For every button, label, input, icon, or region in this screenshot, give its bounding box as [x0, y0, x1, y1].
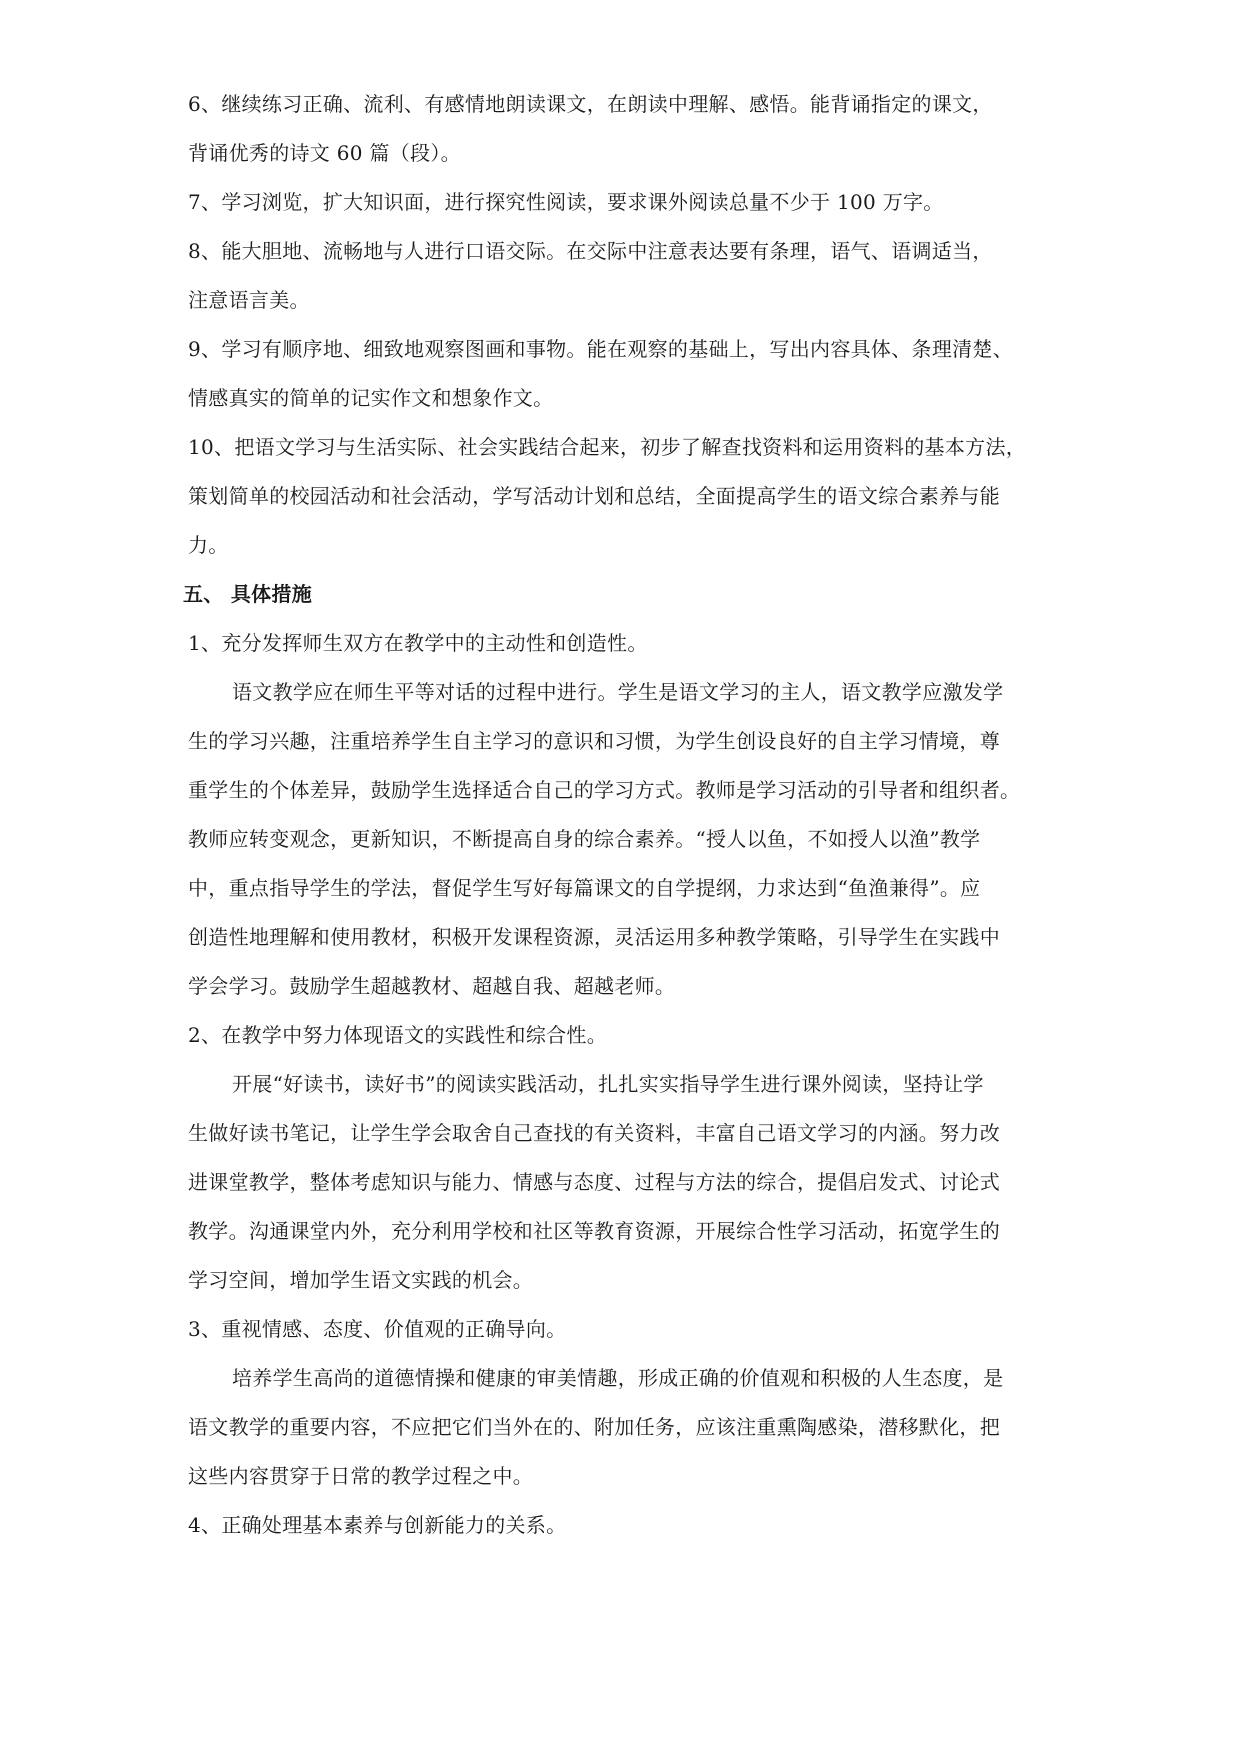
paragraph-first-line: 语文教学应在师生平等对话的过程中进行。学生是语文学习的主人，语文教学应激发学	[232, 680, 1004, 704]
text-line: 这些内容贯穿于日常的教学过程之中。	[188, 1464, 534, 1488]
text-line: 教学。沟通课堂内外，充分利用学校和社区等教育资源，开展综合性学习活动，拓宽学生的	[188, 1219, 1000, 1243]
text-line: 6、继续练习正确、流利、有感情地朗读课文，在朗读中理解、感悟。能背诵指定的课文，	[188, 92, 993, 116]
text-line: 学会学习。鼓励学生超越教材、超越自我、超越老师。	[188, 974, 676, 998]
text-line: 1、充分发挥师生双方在教学中的主动性和创造性。	[188, 631, 648, 655]
paragraph-first-line: 开展“好读书，读好书”的阅读实践活动，扎扎实实指导学生进行课外阅读，坚持让学	[232, 1072, 984, 1096]
text-line: 背诵优秀的诗文 60 篇（段）。	[188, 141, 461, 165]
text-line: 生的学习兴趣，注重培养学生自主学习的意识和习惯，为学生创设良好的自主学习情境，尊	[188, 729, 1000, 753]
text-line: 学习空间，增加学生语文实践的机会。	[188, 1268, 534, 1292]
text-line: 中，重点指导学生的学法，督促学生写好每篇课文的自学提纲，力求达到“鱼渔兼得”。应	[188, 876, 981, 900]
text-line: 注意语言美。	[188, 288, 310, 312]
text-line: 策划简单的校园活动和社会活动，学写活动计划和总结，全面提高学生的语文综合素养与能	[188, 484, 1000, 508]
text-line: 力。	[188, 533, 229, 557]
text-line: 生做好读书笔记，让学生学会取舍自己查找的有关资料，丰富自己语文学习的内涵。努力改	[188, 1121, 1000, 1145]
text-line: 8、能大胆地、流畅地与人进行口语交际。在交际中注意表达要有条理，语气、语调适当，	[188, 239, 993, 263]
text-line: 情感真实的简单的记实作文和想象作文。	[188, 386, 554, 410]
text-line: 10、把语文学习与生活实际、社会实践结合起来，初步了解查找资料和运用资料的基本方法，	[188, 435, 1027, 459]
text-line: 教师应转变观念，更新知识，不断提高自身的综合素养。“授人以鱼，不如授人以渔”教学	[188, 827, 981, 851]
document-body	[183, 80, 1070, 1550]
paragraph-first-line: 培养学生高尚的道德情操和健康的审美情趣，形成正确的价值观和积极的人生态度，是	[232, 1366, 1004, 1390]
section-heading: 五、 具体措施	[183, 582, 313, 606]
text-line: 语文教学的重要内容，不应把它们当外在的、附加任务，应该注重熏陶感染，潜移默化，把	[188, 1415, 1000, 1439]
text-line: 7、学习浏览，扩大知识面，进行探究性阅读，要求课外阅读总量不少于 100 万字。	[188, 190, 944, 214]
text-line: 2、在教学中努力体现语文的实践性和综合性。	[188, 1023, 608, 1047]
text-line: 4、正确处理基本素养与创新能力的关系。	[188, 1513, 567, 1537]
text-line: 创造性地理解和使用教材，积极开发课程资源，灵活运用多种教学策略，引导学生在实践中	[188, 925, 1000, 949]
text-line: 9、学习有顺序地、细致地观察图画和事物。能在观察的基础上，写出内容具体、条理清楚、	[188, 337, 1014, 361]
text-line: 重学生的个体差异，鼓励学生选择适合自己的学习方式。教师是学习活动的引导者和组织者。	[188, 778, 1021, 802]
text-line: 进课堂教学，整体考虑知识与能力、情感与态度、过程与方法的综合，提倡启发式、讨论式	[188, 1170, 1000, 1194]
text-line: 3、重视情感、态度、价值观的正确导向。	[188, 1317, 567, 1341]
